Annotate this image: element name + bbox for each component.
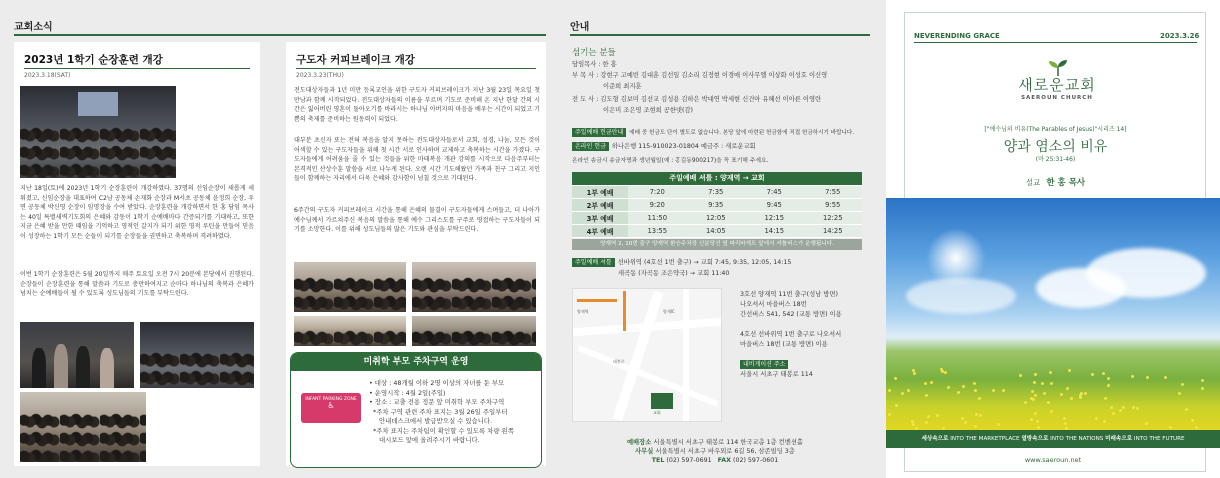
map-label: 양재역: [577, 309, 589, 314]
motto-ko: 세상속으로: [921, 436, 949, 442]
article-paragraph: 지난 18일(토)에 2023년 1학기 순장훈련이 개강하였다. 37명의 신임순장이 새롭게 세워졌고, 신임순장을 대표하여 C2남 공동체 손재화 순장과 M서초 공동체 윤정희 순장, 우면 공동체 박신영 순장이 임명장을 수여 받았다. 순장훈련을 개강하면서 한 홍 담임 목사는 40일 특별새벽기도회의 은혜와 감동이 1학기 순예배마다 간증되기를 기대하고, 또한 지금 은혜 받을 만한 때임을 기억하고 영적인 갈지가 되기 위한 영적 루틴을 만들어 믿음이 성장하는 1학기 모든 순들이 되기를 순장들을 권면하고 축복하며 격려하였다.: [20, 185, 254, 240]
shuttle-time: 14:15: [745, 224, 804, 237]
flower: [1201, 379, 1204, 382]
flower: [1050, 382, 1053, 385]
info-section-title: 안내: [570, 22, 590, 33]
training-photo-main: [20, 86, 176, 178]
flower: [894, 377, 897, 380]
server-role: 전 도 사 :: [572, 96, 599, 103]
shuttle-time: 11:50: [628, 211, 687, 224]
shuttle-schedule-table: [572, 172, 862, 238]
audience-heads: [140, 352, 254, 388]
flower: [962, 385, 965, 388]
flower: [964, 421, 967, 424]
infant-parking-sign: INFANT PARKING ZONE ♿: [301, 393, 361, 423]
flower: [1034, 394, 1037, 397]
parking-announcement: [290, 352, 542, 468]
flower: [930, 381, 933, 384]
flower: [1145, 422, 1148, 425]
church-marker: [651, 393, 673, 409]
schedule-row: [572, 198, 862, 211]
motto-en: INTO THE MARKETPLACE: [950, 436, 1020, 442]
map-subway-line: [577, 299, 617, 302]
flower: [1103, 420, 1106, 423]
person: [76, 346, 90, 388]
cover-rule: [914, 42, 1197, 43]
map-road: [577, 345, 718, 407]
article-title: 2023년 1학기 순장훈련 개강: [24, 54, 163, 66]
info-section-rule: [570, 34, 870, 36]
server-row: [572, 60, 617, 70]
servers-title: 섬기는 분들: [572, 48, 616, 58]
article-title-rule: [296, 68, 536, 69]
flower: [1169, 426, 1172, 429]
footer-label: FAX: [717, 457, 731, 464]
flower: [1041, 382, 1044, 385]
location-map: [572, 288, 722, 422]
flower: [1030, 397, 1033, 400]
flower: [1195, 426, 1198, 429]
article-date: 2023.3.23(THU): [296, 72, 344, 79]
flower: [888, 413, 891, 416]
flower: [1104, 397, 1107, 400]
nav-address: 서울시 서초구 태봉로 114: [740, 371, 813, 378]
motto-ko: 열방속으로: [1021, 436, 1049, 442]
service-label: 3부 예배: [572, 211, 628, 224]
training-photo-group: [20, 392, 146, 462]
flower: [974, 389, 977, 392]
announcement-item: *주차 표지는 주차팀이 확인할 수 있도록 차량 왼쪽: [373, 426, 514, 435]
audience-heads: [20, 127, 176, 178]
flower: [947, 386, 950, 389]
shuttle-time: 7:45: [745, 185, 804, 198]
offering-tag: 주일예배 헌금안내: [572, 128, 626, 137]
flower: [925, 394, 928, 397]
flower: [978, 397, 981, 400]
shuttle-time: 7:35: [687, 185, 746, 198]
flower: [940, 368, 943, 371]
server-row: [603, 106, 693, 116]
article-title-rule: [24, 68, 250, 69]
flower: [1019, 374, 1022, 377]
projector-screen: [78, 92, 118, 116]
announcement-item: • 대상 : 48개월 이하 2명 이상의 자녀를 둔 부모: [369, 379, 505, 387]
group-heads: [294, 277, 406, 312]
flower: [911, 420, 914, 423]
announcement-item: *주차 구역 관련 주차 표지는 3월 26일 주일부터: [373, 407, 508, 416]
footer-label: 사무실: [635, 448, 654, 455]
cloud: [1036, 268, 1126, 308]
flower: [1050, 410, 1053, 413]
announcement-item: 안내데스크에서 발급받으실 수 있습니다.: [379, 417, 493, 425]
flower: [1066, 387, 1069, 390]
flower: [961, 417, 964, 420]
article-card-training: [14, 42, 260, 466]
nav-tag: 내비게이션 주소: [740, 360, 788, 369]
map-label: 양재IC: [663, 309, 675, 314]
flower: [1030, 418, 1033, 421]
server-role: 부 목 사 :: [572, 72, 599, 79]
server-names: 이준희 최지훈: [603, 83, 642, 90]
schedule-row: [572, 224, 862, 237]
server-row: [603, 82, 642, 92]
article-paragraph: 이번 1학기 순장훈련은 5월 20일까지 매주 토요일 오전 7시 20분에 본당에서 진행된다. 순장들이 순장훈련을 통해 말씀과 기도로 충만하여지고 순마다 하나님의 축복과 은혜가 넘치는 순예배들이 될 수 있도록 성도님들의 기도를 부탁드린다.: [20, 271, 254, 298]
footer-text: 서울특별시 서초구 태봉로 114 한국교총 1층 컨벤션홀: [653, 439, 804, 446]
flower: [944, 371, 947, 374]
flower: [1034, 373, 1037, 376]
footer-line: [560, 438, 870, 447]
shuttle-time: 14:25: [804, 224, 863, 237]
flower: [957, 391, 960, 394]
direction-line: 마을버스 18번 (교통 방면) 이용: [740, 341, 828, 348]
sun: [926, 228, 986, 288]
weekday-tag: 주일예배 셔틀: [572, 258, 615, 267]
preacher: [914, 176, 1197, 188]
flower: [1063, 417, 1066, 420]
group-heads: [412, 277, 536, 312]
flower: [1036, 420, 1039, 423]
directions-text: [740, 290, 842, 380]
footer-text: 서울특별시 서초구 바우뫼로 6길 56, 삼존빌딩 3층: [655, 448, 795, 455]
flower: [1107, 384, 1110, 387]
weekday-line: 선바위역 (4호선 1번 출구) → 교회 7:45, 9:35, 12:05, 14:15: [617, 259, 792, 266]
footer-label: TEL: [651, 457, 665, 464]
shuttle-time: 9:35: [687, 198, 746, 211]
flower: [1064, 422, 1067, 425]
announcement-item: • 장소 : 교출 전용 정문 앞 미취학 부모 주차구역: [369, 398, 505, 406]
sermon-verse: (마 25:31-46): [1035, 156, 1076, 163]
article-title: 구도자 커피브레이크 개강: [296, 54, 415, 66]
flower: [1043, 392, 1046, 395]
church-logo-english: SAEROUN CHURCH: [1021, 95, 1093, 101]
online-text: 하나은행 115-910023-01804 예금주 : 새로운교회: [611, 143, 756, 150]
flower: [1002, 389, 1005, 392]
shuttle-time: 9:45: [745, 198, 804, 211]
flower: [1034, 412, 1037, 415]
shuttle-time: 12:15: [745, 211, 804, 224]
map-road: [683, 289, 689, 422]
server-names: 강현구 고예빈 김대훈 김선일 김소리 김정현 이경애 이사무엘 이상화 이성호 이신영: [600, 72, 828, 79]
flower: [901, 392, 904, 395]
shuttle-time: 9:55: [804, 198, 863, 211]
service-label: 1부 예배: [572, 185, 628, 198]
service-label: 4부 예배: [572, 224, 628, 237]
flower: [1079, 396, 1082, 399]
cover-landscape-image: [886, 198, 1220, 430]
online-tag: 온라인 헌금: [572, 142, 609, 151]
flower: [907, 389, 910, 392]
server-role: 담임목사 :: [572, 61, 601, 68]
preacher-label: 설교: [1025, 178, 1041, 187]
flower: [1178, 392, 1181, 395]
sermon-title: 양과 염소의 비유: [1003, 139, 1108, 155]
flower: [895, 404, 898, 407]
flower: [1060, 393, 1063, 396]
direction-line: 3호선 양재역 11번 출구(성남 방면): [740, 291, 838, 298]
weekday-shuttle-row: [572, 258, 791, 268]
schedule-note: 양재역 2, 10번 출구 양재역 환승주차장 신분당선 옆 파리바게트 앞에서 셔틀버스가 운행됩니다.: [572, 239, 862, 250]
cover-date: 2023.3.26: [1160, 32, 1200, 40]
church-logo-name: 새로운교회: [1018, 76, 1096, 94]
flower: [1191, 419, 1194, 422]
training-photo-hall: [140, 322, 254, 388]
coffeebreak-photo-1: [294, 262, 406, 312]
coffeebreak-photo-3: [294, 316, 406, 346]
server-row: [572, 71, 870, 81]
flower: [912, 423, 915, 426]
preacher-name: 한 홍 목사: [1046, 178, 1086, 188]
flower: [1110, 406, 1113, 409]
flower: [974, 425, 977, 428]
group-heads: [294, 330, 406, 347]
training-photo-certificates: [20, 322, 134, 388]
article-date: 2023.3.18(SAT): [24, 72, 71, 79]
coffeebreak-photo-4: [412, 316, 536, 346]
flower: [924, 382, 927, 385]
flower: [1112, 412, 1115, 415]
person: [100, 348, 114, 388]
flower: [1164, 376, 1167, 379]
flower: [975, 413, 978, 416]
footer-text: (02) 597-0601: [732, 457, 779, 464]
sign-text: INFANT PARKING ZONE: [305, 397, 357, 402]
article-paragraph: 대부분 초신자 또는 전혀 복음을 알지 못하는 전도대상자들로서 교회, 성경, 나눔, 모든 것이 어색할 수 있는 구도자들을 위해 첫 시간 서로 인사하며 교제하고 축복하는 시간을 가졌다. 구도자들에게 어려움을 줄 수 있는 것들을 위한 마태복음 개관 강의를 시작으로 다음주부터는 본격적인 산상수훈 말씀을 서로 나누게 된다. 오랜 시간 기도해왔던 가족과 친구 그리고 지인들이 함께하는 자리에서 더욱 은혜와 감사함이 넘칠 것으로 기대된다.: [294, 137, 540, 183]
flower: [936, 414, 939, 417]
group-heads: [412, 330, 536, 347]
shuttle-time: 14:05: [687, 224, 746, 237]
flower: [1102, 372, 1105, 375]
flower: [1107, 377, 1110, 380]
schedule-title: 주일예배 셔틀 : 양재역 → 교회: [572, 172, 862, 185]
server-row: [572, 95, 870, 105]
cover-motto: [886, 430, 1220, 448]
announcement-item: • 운영시작 : 4월 2일(주일): [369, 388, 446, 397]
footer-text: (02) 597-0691: [666, 457, 712, 464]
online-offering-row: [572, 142, 756, 152]
flower: [1091, 373, 1094, 376]
online-note: 온라인 송금시 송금자명과 생년월일(예 : 홍길동900217)을 꼭 표기해 주세요.: [572, 158, 769, 164]
flower: [1122, 406, 1125, 409]
church-website-link[interactable]: www.saeroun.net: [1024, 456, 1082, 464]
flower: [925, 421, 928, 424]
nav-tag-wrap: [740, 360, 842, 370]
shuttle-time: 12:25: [804, 211, 863, 224]
flower: [1146, 376, 1149, 379]
shuttle-time: 12:05: [687, 211, 746, 224]
shuttle-time: 13:55: [628, 224, 687, 237]
direction-line: 4호선 선바위역 1번 출구로 나오셔서: [740, 331, 842, 338]
flower: [1119, 409, 1122, 412]
shuttle-time: 7:20: [628, 185, 687, 198]
server-names: 이은미 조은영 조현희 공한넷(감): [603, 107, 693, 114]
article-paragraph: 6주간의 구도자 커피브레이크 시간을 통해 은혜의 물결이 구도자들에게 스며들고, 더 나아가 예수님께서 가르쳐주신 복음의 말씀을 통해 예수 그리스도를 구주로 영접하는 구도자들이 되기를 소망한다. 이를 위해 성도님들의 많은 기도와 관심을 부탁드린다.: [294, 207, 540, 234]
flower: [888, 389, 891, 392]
flower: [979, 414, 982, 417]
flower: [973, 382, 976, 385]
announcement-list: [369, 379, 529, 446]
shuttle-time: 9:20: [628, 198, 687, 211]
direction-line: 나오셔서 마을버스 18번: [740, 301, 807, 308]
cover-tagline: NEVERENDING GRACE: [914, 32, 1000, 40]
flower: [1068, 369, 1071, 372]
flower: [1201, 387, 1204, 390]
flower: [1024, 401, 1027, 404]
schedule-row: [572, 185, 862, 198]
flower: [927, 415, 930, 418]
person: [32, 348, 46, 388]
group-heads: [20, 413, 146, 462]
news-section-rule: [14, 34, 546, 36]
footer-line: [560, 456, 870, 465]
motto-en: INTO THE NATIONS: [1050, 436, 1104, 442]
flower: [1049, 371, 1052, 374]
flower: [997, 423, 1000, 426]
map-label: 태봉로: [613, 359, 625, 364]
flower: [1033, 381, 1036, 384]
footer-label: 예배장소: [626, 439, 652, 446]
weekday-line: 새곡동 (자곡동 조은약국) → 교회 11:40: [618, 270, 730, 277]
flower: [1181, 383, 1184, 386]
schedule-row: [572, 211, 862, 224]
announcement-title: 미취학 부모 주차구역 운영: [291, 353, 541, 371]
server-names: 김도형 김보미 김선교 김성용 김하은 박대연 박세현 신건아 유혜선 이아른 이영란: [600, 96, 822, 103]
direction-line: [740, 320, 842, 330]
motto-ko: 미래속으로: [1105, 436, 1133, 442]
article-paragraph: 전도대상자들과 1년 미만 등록교인을 위한 구도자 커피브레이크가 지난 3월 23일 목요일 첫 만남과 함께 시작되었다. 전도대상자들의 이름을 부르며 기도로 준비해 온 지난 한달 간의 시간은 잃어버린 영혼이 돌아오기를 바라시는 하나님 아버지의 마음을 배우는 시간이 되었고 기쁨의 축제를 준비하는 원동력이 되었다.: [294, 87, 540, 123]
flower: [992, 389, 995, 392]
flower: [1131, 375, 1134, 378]
sermon-series: ["예수님의 비유(The Parables of Jesus)"시리즈 14]: [984, 126, 1127, 133]
flower: [1084, 392, 1087, 395]
flower: [1047, 401, 1050, 404]
map-subway-line: [623, 291, 626, 331]
flower: [1031, 390, 1034, 393]
flower: [913, 372, 916, 375]
shuttle-time: 7:55: [804, 185, 863, 198]
person: [54, 344, 68, 388]
flower: [1136, 407, 1139, 410]
offering-row: [572, 128, 854, 138]
map-label: 교회: [653, 410, 661, 415]
flower: [1132, 406, 1135, 409]
service-label: 2부 예배: [572, 198, 628, 211]
coffeebreak-photo-2: [412, 262, 536, 312]
flower: [1037, 426, 1040, 429]
schedule-header-row: [572, 172, 862, 185]
server-names: 한 홍: [602, 61, 617, 68]
flower: [1095, 417, 1098, 420]
announcement-item: 대시보드 앞에 올려주시기 바랍니다.: [379, 436, 480, 444]
news-section-title: 교회소식: [14, 22, 53, 33]
flower: [1070, 397, 1073, 400]
footer-line: [560, 447, 870, 456]
flower: [1185, 408, 1188, 411]
motto-en: INTO THE FUTURE: [1133, 436, 1185, 442]
offering-text: 예배 중 헌금도 단이 별도로 없습니다. 본당 앞에 마련된 헌금함에 직접 헌금하시기 바랍니다.: [629, 130, 855, 136]
direction-line: 간선버스 541, 542 (교통 방면) 이용: [740, 311, 842, 318]
